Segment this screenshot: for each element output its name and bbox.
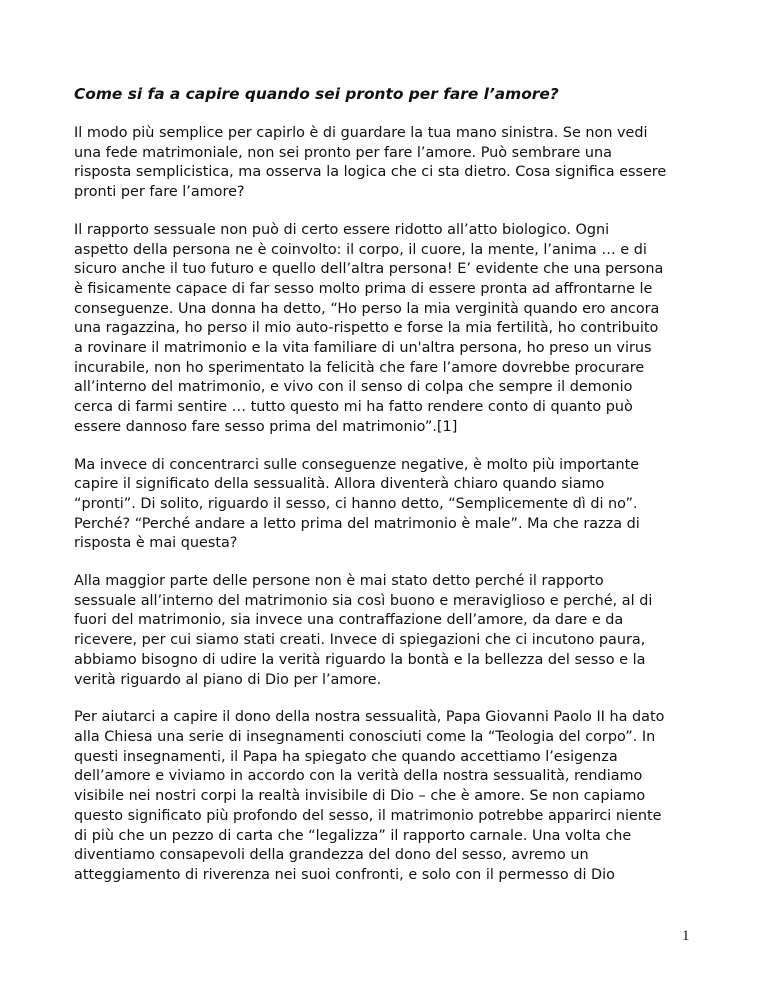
paragraph-line: diventiamo consapevoli della grandezza del dono del sesso, avremo un: [74, 847, 589, 864]
paragraph: [74, 124, 702, 203]
paragraph-line: verità riguardo al piano di Dio per l’amore.: [74, 671, 382, 688]
paragraph-line: risposta semplicistica, ma osserva la logica che ci sta dietro. Cosa significa essere: [74, 164, 667, 181]
document-page: [74, 84, 702, 904]
paragraph-line: fuori del matrimonio, sia invece una contraffazione dell’amore, da dare e da: [74, 612, 624, 629]
paragraph-line: è fisicamente capace di far sesso molto prima di essere pronta ad affrontarne le: [74, 280, 653, 297]
paragraph-line: questi insegnamenti, il Papa ha spiegato che quando accettiamo l’esigenza: [74, 748, 618, 765]
paragraph-line: visibile nei nostri corpi la realtà invisibile di Dio – che è amore. Se non capiamo: [74, 788, 646, 805]
paragraph-line: Il modo più semplice per capirlo è di guardare la tua mano sinistra. Se non vedi: [74, 125, 648, 141]
paragraph-line: abbiamo bisogno di udire la verità riguardo la bontà e la bellezza del sesso e la: [74, 651, 646, 668]
paragraph-line: alla Chiesa una serie di insegnamenti conosciuti come la “Teologia del corpo”. In: [74, 728, 656, 745]
paragraph-line: aspetto della persona ne è coinvolto: il corpo, il cuore, la mente, l’anima … e di: [74, 241, 647, 258]
paragraph-line: “pronti”. Di solito, riguardo il sesso, ci hanno detto, “Semplicemente dì di no”.: [74, 495, 638, 512]
paragraph: [74, 456, 702, 555]
paragraph-line: a rovinare il matrimonio e la vita familiare di un'altra persona, ho preso un virus: [74, 340, 652, 357]
paragraph-line: questo significato più profondo del sesso, il matrimonio potrebbe apparirci niente: [74, 807, 662, 824]
page-number: 1: [682, 928, 690, 944]
paragraph-line: Per aiutarci a capire il dono della nostra sessualità, Papa Giovanni Paolo II ha dato: [74, 709, 665, 726]
paragraph-line: conseguenze. Una donna ha detto, “Ho perso la mia verginità quando ero ancora: [74, 300, 660, 317]
paragraph-line: incurabile, non ho sperimentato la felicità che fare l’amore dovrebbe procurare: [74, 359, 645, 376]
paragraph-line: sicuro anche il tuo futuro e quello dell’altra persona! E’ evidente che una persona: [74, 261, 664, 278]
paragraph-line: una ragazzina, ho perso il mio auto-rispetto e forse la mia fertilità, ho contribuito: [74, 320, 659, 337]
paragraph-line: di più che un pezzo di carta che “legalizza” il rapporto carnale. Una volta che: [74, 827, 632, 844]
document-body: [74, 124, 702, 886]
paragraph-line: risposta è mai questa?: [74, 535, 238, 552]
paragraph-line: una fede matrimoniale, non sei pronto per fare l’amore. Può sembrare una: [74, 144, 612, 161]
paragraph-line: ricevere, per cui siamo stati creati. Invece di spiegazioni che ci incutono paura,: [74, 632, 646, 649]
paragraph: [74, 221, 702, 438]
document-title: Come si fa a capire quando sei pronto per fare l’amore?: [74, 85, 559, 103]
paragraph-line: Alla maggior parte delle persone non è mai stato detto perché il rapporto: [74, 573, 604, 590]
paragraph: [74, 572, 702, 690]
paragraph-line: pronti per fare l’amore?: [74, 184, 245, 201]
paragraph-line: Perché? “Perché andare a letto prima del matrimonio è male”. Ma che razza di: [74, 515, 640, 532]
paragraph-line: Il rapporto sessuale non può di certo essere ridotto all’atto biologico. Ogni: [74, 221, 610, 238]
paragraph-line: all’interno del matrimonio, e vivo con il senso di colpa che sempre il demonio: [74, 379, 633, 396]
paragraph-line: cerca di farmi sentire … tutto questo mi ha fatto rendere conto di quanto può: [74, 399, 633, 416]
paragraph-line: dell’amore e viviamo in accordo con la verità della nostra sessualità, rendiamo: [74, 768, 643, 785]
paragraph-line: Ma invece di concentrarci sulle conseguenze negative, è molto più importante: [74, 456, 640, 473]
paragraph: [74, 708, 702, 885]
paragraph-line: sessuale all’interno del matrimonio sia così buono e meraviglioso e perché, al di: [74, 592, 653, 609]
paragraph-line: essere dannoso fare sesso prima del matrimonio”.[1]: [74, 418, 458, 435]
paragraph-line: capire il significato della sessualità. Allora diventerà chiaro quando siamo: [74, 476, 605, 493]
paragraph-line: atteggiamento di riverenza nei suoi confronti, e solo con il permesso di Dio: [74, 866, 615, 883]
